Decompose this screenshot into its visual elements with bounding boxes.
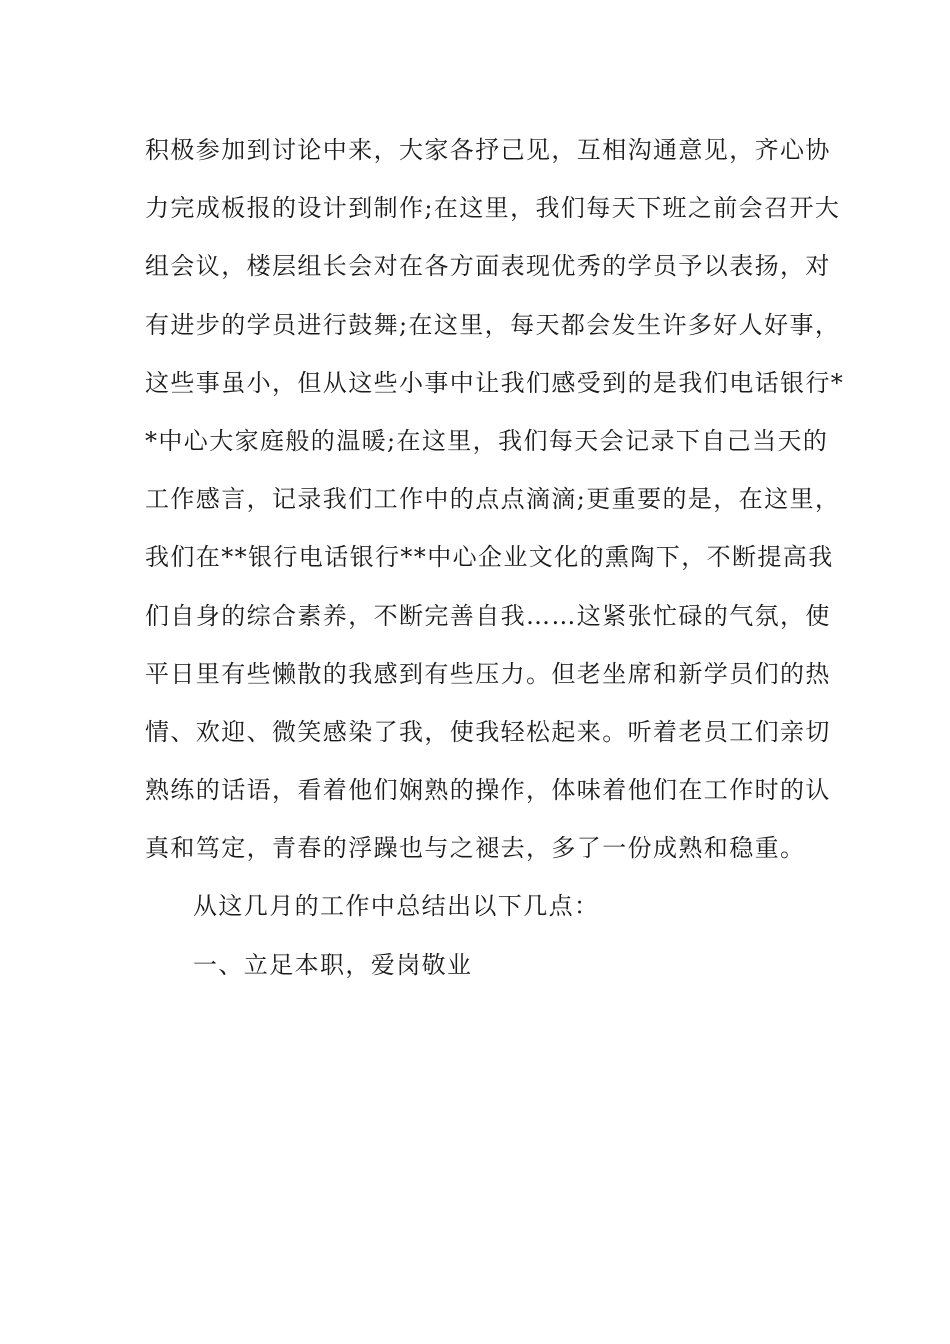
paragraph-line-13: 真和笃定，青春的浮躁也与之褪去，多了一份成熟和稳重。	[145, 834, 806, 863]
paragraph-line-1: 积极参加到讨论中来，大家各抒己见，互相沟通意见，齐心协	[145, 136, 831, 164]
paragraph-line-8: 我们在**银行电话银行**中心企业文化的熏陶下，不断提高我	[145, 543, 834, 572]
section-heading: 一、立足本职，爱岗敬业	[193, 950, 473, 979]
paragraph-line-10: 平日里有些懒散的我感到有些压力。但老坐席和新学员们的热	[145, 659, 831, 688]
paragraph-line-11: 情、欢迎、微笑感染了我，使我轻松起来。听着老员工们亲切	[145, 717, 831, 746]
paragraph-line-2: 力完成板报的设计到制作;在这里，我们每天下班之前会召开大	[145, 194, 841, 223]
paragraph-line-6: *中心大家庭般的温暖;在这里，我们每天会记录下自己当天的	[145, 426, 829, 455]
summary-intro: 从这几月的工作中总结出以下几点：	[193, 892, 600, 921]
paragraph-line-9: 们自身的综合素养，不断完善自我……这紧张忙碌的气氛，使	[145, 601, 831, 630]
paragraph-line-4: 有进步的学员进行鼓舞;在这里，每天都会发生许多好人好事，	[145, 310, 841, 339]
body-text	[145, 128, 845, 1001]
paragraph-line-5: 这些事虽小，但从这些小事中让我们感受到的是我们电话银行*	[145, 368, 845, 397]
paragraph-line-3: 组会议，楼层组长会对在各方面表现优秀的学员予以表扬，对	[145, 252, 831, 281]
paragraph-line-12: 熟练的话语，看着他们娴熟的操作，体味着他们在工作时的认	[145, 776, 831, 805]
paragraph-line-7: 工作感言，记录我们工作中的点点滴滴;更重要的是，在这里，	[145, 485, 841, 514]
